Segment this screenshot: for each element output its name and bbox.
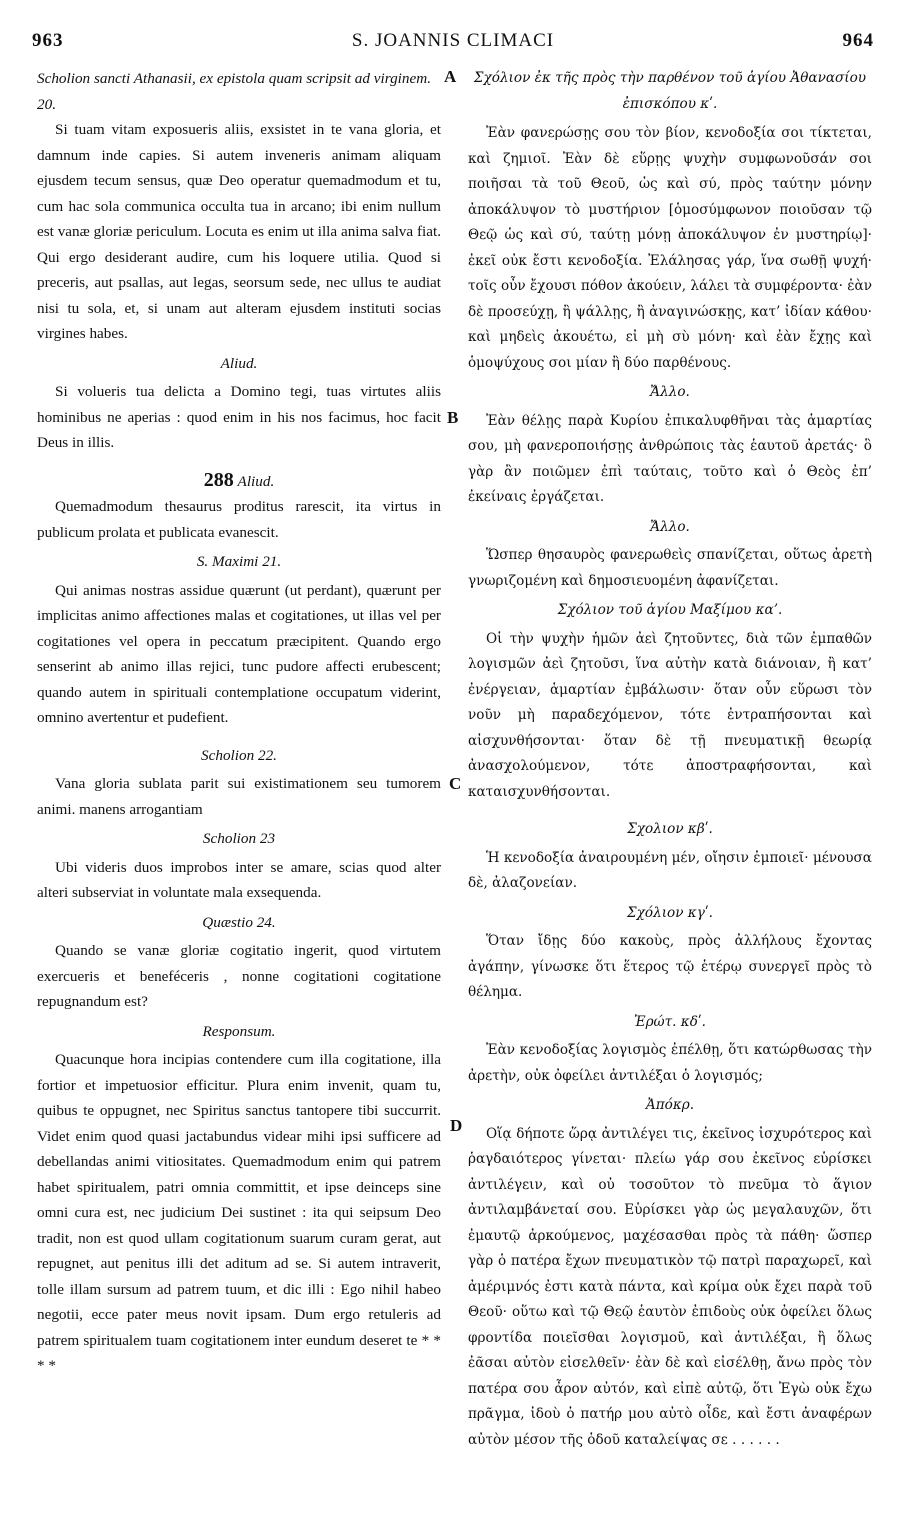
latin-heading-scholion-22: Scholion 22.: [201, 746, 277, 764]
page-number-right: 964: [842, 30, 874, 51]
margin-letter-d: D: [450, 1116, 463, 1135]
greek-heading-scholion-23: Σχόλιον κγʹ.: [627, 904, 713, 921]
latin-paragraph-8: Quacunque hora incipias contendere cum illa cogitatione, illa fortior et impetuosior efficitur. Plura enim invenit, quam tu, quibus te oppugnet, nec Spiritus sanctus tantopere tibi succurrit. Videt enim quod quasi jactabundus videar mihi ipsi sufficere ad debellandas animi vitiositates. Quemadmodum enim qui patrem habet spiritualem, patri omnia committit, et ipse deinceps sine omni cura est, nec judicium Dei sustinet : ita qui seipsum Deo tradit, non est quod ullam cogitationum suarum curam gerat, aut repugnet, aut penitus illi det aditum ad se. Si autem intraverit, tolle illam sursum ad patrem tuum, et dic illi : Ego nihil habeo negotii, ecce pater meus novit ipsam. Dum ergo retuleris ad patrem spiritualem tuam cogitationem inter eundum deseret te * * * *: [37, 1051, 441, 1374]
latin-heading-aliud-2: Aliud.: [237, 472, 275, 490]
section-heading-288: [37, 468, 441, 495]
latin-heading-responsum: Responsum.: [202, 1022, 276, 1040]
greek-column: [468, 66, 872, 1453]
latin-heading-scholion-23: Scholion 23: [202, 830, 276, 847]
greek-paragraph-3: Ὥσπερ θησαυρὸς φανερωθεὶς σπανίζεται, οὕτως ἀρετὴ γνωριζομένη καὶ δημοσιευομένη ἀφανίζεται.: [468, 547, 872, 589]
margin-letter-c: C: [449, 774, 462, 793]
greek-heading-apokrisis: Ἀπόκρ.: [645, 1097, 695, 1113]
greek-heading-scholion-22: Σχολιον κβʹ.: [627, 821, 713, 837]
latin-heading-aliud-1: Aliud.: [220, 354, 258, 372]
greek-paragraph-8: Οἵᾳ δήποτε ὥρᾳ ἀντιλέγει τις, ἐκεῖνος ἰσχυρότερος καὶ ῥαγδαιότερος γίνεται· πλείω γάρ σου ἐκεῖνος εὑρίσκει ἀντιλέγειν, καὶ οὐ τοσοῦτον τὸ πνεῦμα τὸ ἅγιον ἀντιλαμβάνεταί σου. Εὑρίσκει γὰρ ὡς μεγαλαυχῶν, ὅτι ἐμαυτῷ ἀρκούμενος, μαχέσασθαι πρὸς τὰ πάθη· ὥσπερ γὰρ ὁ πατέρα ἔχων πνευματικὸν τῷ πατρὶ παραχωρεῖ, καὶ ἀμέριμνός ἐστι κατὰ πάντα, καὶ κρίμα οὐκ ἔχει παρὰ τοῦ Θεοῦ· οὕτω καὶ τῷ Θεῷ ἑαυτὸν ἐπιδοὺς οὐκ ὀφείλει ὅλως φροντίδα ποιεῖσθαι λογισμοῦ, καὶ ἀντιλέξαι, ἢ ὅλως ἐᾶσαι αὐτὸν εἰσελθεῖν· ἐὰν δὲ καὶ εἰσέλθῃ, ἄνω πρὸς τὸν πατέρα σου ἆρον αὐτόν, καὶ εἰπὲ αὐτῷ, ὅτι Ἐγὼ οὐκ ἔχω πρᾶγμα, ἰδοὺ ὁ πατήρ μου αὐτὸ οἶδε, καὶ ἔστι ἀναφέρων αὐτὸν μέσον τῆς ὁδοῦ καταλείψας σε . . . . . .: [468, 1125, 872, 1448]
greek-heading-erotesis-24: Ἐρώτ. κδʹ.: [633, 1013, 707, 1030]
greek-paragraph-2: Ἐὰν θέλῃς παρὰ Κυρίου ἐπικαλυφθῆναι τὰς ἁμαρτίας σου, μὴ φανεροποιήσῃς ἀνθρώποις τὰς ἑαυτοῦ ἀρετάς· ὃ γὰρ ἂν ποιῶμεν ἐπὶ ταύταις, τοῦτο καὶ ὁ Θεὸς ἐπ’ ἐκείναις ἐργάζεται.: [468, 412, 872, 505]
running-header: [32, 30, 874, 60]
greek-paragraph-7: Ἐὰν κενοδοξίας λογισμὸς ἐπέλθῃ, ὅτι κατώρθωσας τὴν ἀρετὴν, οὐκ ὀφείλει ἀντιλέξαι ὁ λογισμός;: [468, 1042, 872, 1084]
margin-letter-b: B: [447, 408, 459, 427]
latin-paragraph-3: Quemadmodum thesaurus proditus rarescit, ita virtus in publicum prolata et publicata evanescit.: [37, 498, 441, 541]
greek-paragraph-1: Ἐὰν φανερώσῃς σου τὸν βίον, κενοδοξία σοι τίκτεται, καὶ ζημιοῖ. Ἐὰν δὲ εὕρῃς ψυχὴν συμφωνοῦσάν σοι ποιῆσαι τὰ τοῦ Θεοῦ, ὡς καὶ σύ, πρὸς ταύτην μόνην ἀποκάλυψον τὸ μυστήριον [ὁμοσύμφωνον ποιοῦσαν τῷ Θεῷ ὡς καὶ σύ, ταύτῃ μόνῃ ἀποκάλυψον ἐν μυστηρίῳ]· ἐκεῖ οὐκ ἔστι κενοδοξία. Ἐλάλησας γάρ, ἵνα σωθῇ ψυχή· τοῖς οὖν ἔχουσι πόθον ἀκούειν, λάλει τὰ συμφέροντα· ἐὰν δὲ προσεύχῃ, ἢ ψάλλῃς, ἢ ἀναγινώσκῃς, κατ’ ἰδίαν κάθου· καὶ μηδεὶς ἀκουέτω, εἰ μὴ σὺ μόνη· καὶ ἐὰν ἔχῃς καὶ ὁμοψύχους σοι μίαν ἢ δύο παρθένους.: [468, 125, 872, 371]
page-number-left: 963: [32, 30, 64, 51]
latin-paragraph-6: Ubi videris duos improbos inter se amare, scias quod alter alteri subserviat in voluntate mala exsequenda.: [37, 858, 441, 901]
running-title: S. JOANNIS CLIMACI: [351, 30, 555, 51]
margin-letter-a: A: [444, 67, 457, 86]
greek-paragraph-4: Οἱ τὴν ψυχὴν ἡμῶν ἀεὶ ζητοῦντες, διὰ τῶν ἐμπαθῶν λογισμῶν ἀεὶ ζητοῦσι, ἵνα αὐτὴν κατὰ διάνοιαν, ἢ κατ’ ἐνέργειαν, ἁμαρτίαν ἐμβάλωσιν· ὅταν οὖν εὕρωσι τὸν νοῦν μὴ παραδεχόμενον, τότε ἐντραπήσονται καὶ αἰσχυνθήσονται· ὅταν δὲ τῇ πνευματικῇ θεωρίᾳ ἀνασχολούμενον, τότε ἀποστραφήσονται, καὶ καταισχυνθήσονται.: [468, 630, 872, 800]
latin-heading-quaestio-24: Quæstio 24.: [202, 913, 276, 931]
section-number: 288: [203, 468, 234, 491]
latin-paragraph-5: Vana gloria sublata parit sui existimationem seu tumorem animi. manens arrogantiam: [37, 775, 441, 818]
greek-heading-allo-2: Ἄλλο.: [650, 518, 690, 535]
latin-paragraph-4: Qui animas nostras assidue quærunt (ut perdant), quærunt per implicitas animo affectiones malas et cogitationes, ut illas vel per cogitationes vel opera in peccatum præcipitent. Quando ergo senserint ab animo illas rejici, tunc pudore affecti erubescent; quando autem in spirituali contemplatione occupatum viderint, omnino avertentur et pudefient.: [37, 581, 441, 726]
latin-heading-maximi: S. Maximi 21.: [196, 553, 282, 570]
greek-heading-allo-1: Ἄλλο.: [650, 384, 690, 400]
latin-paragraph-7: Quando se vanæ gloriæ cogitatio ingerit, quod virtutem exercueris et beneféceris , nonne cogitationi cogitatione repugnandum est?: [37, 942, 441, 1010]
latin-column: [37, 66, 441, 1379]
latin-paragraph-2: Si volueris tua delicta a Domino tegi, tuas virtutes aliis hominibus ne aperias : quod enim in his nos facimus, hoc facit Deus in illis.: [37, 383, 441, 451]
latin-paragraph-1: Si tuam vitam exposueris aliis, exsistet in te vana gloria, et damnum inde capies. Si autem inveneris animam aliquam ejusdem tecum sensus, quæ Deo operatur quemadmodum et tu, cum hac sola communica occulta tua in arcano; ibi enim nullum est vanæ gloriæ periculum. Locuta es enim ut illa anima salva fiat. Qui ergo desiderant audire, cum his loquere utilia. Quod si preceris, aut psallas, aut legas, seorsum sede, nec ullus te audiat nisi tu sola, et, si unam aut alteram ejusdem instituti socias virgines habes.: [37, 121, 441, 342]
greek-heading-maximou: Σχόλιον τοῦ ἁγίου Μαξίμου κα’.: [557, 602, 783, 618]
greek-paragraph-5: Ἡ κενοδοξία ἀναιρουμένη μέν, οἴησιν ἐμποιεῖ· μένουσα δὲ, ἀλαζονείαν.: [468, 849, 872, 891]
greek-paragraph-6: Ὅταν ἴδῃς δύο κακοὺς, πρὸς ἀλλήλους ἔχοντας ἀγάπην, γίνωσκε ὅτι ἕτερος τῷ ἑτέρῳ συνεργεῖ πρὸς τὸ θέλημα.: [468, 933, 872, 1000]
greek-heading-scholion: Σχόλιον ἐκ τῆς πρὸς τὴν παρθένον τοῦ ἁγίου Ἀθανασίου ἐπισκόπου κʹ.: [473, 70, 867, 112]
latin-heading-scholion: Scholion sancti Athanasii, ex epistola quam scripsit ad virginem. 20.: [37, 70, 431, 113]
